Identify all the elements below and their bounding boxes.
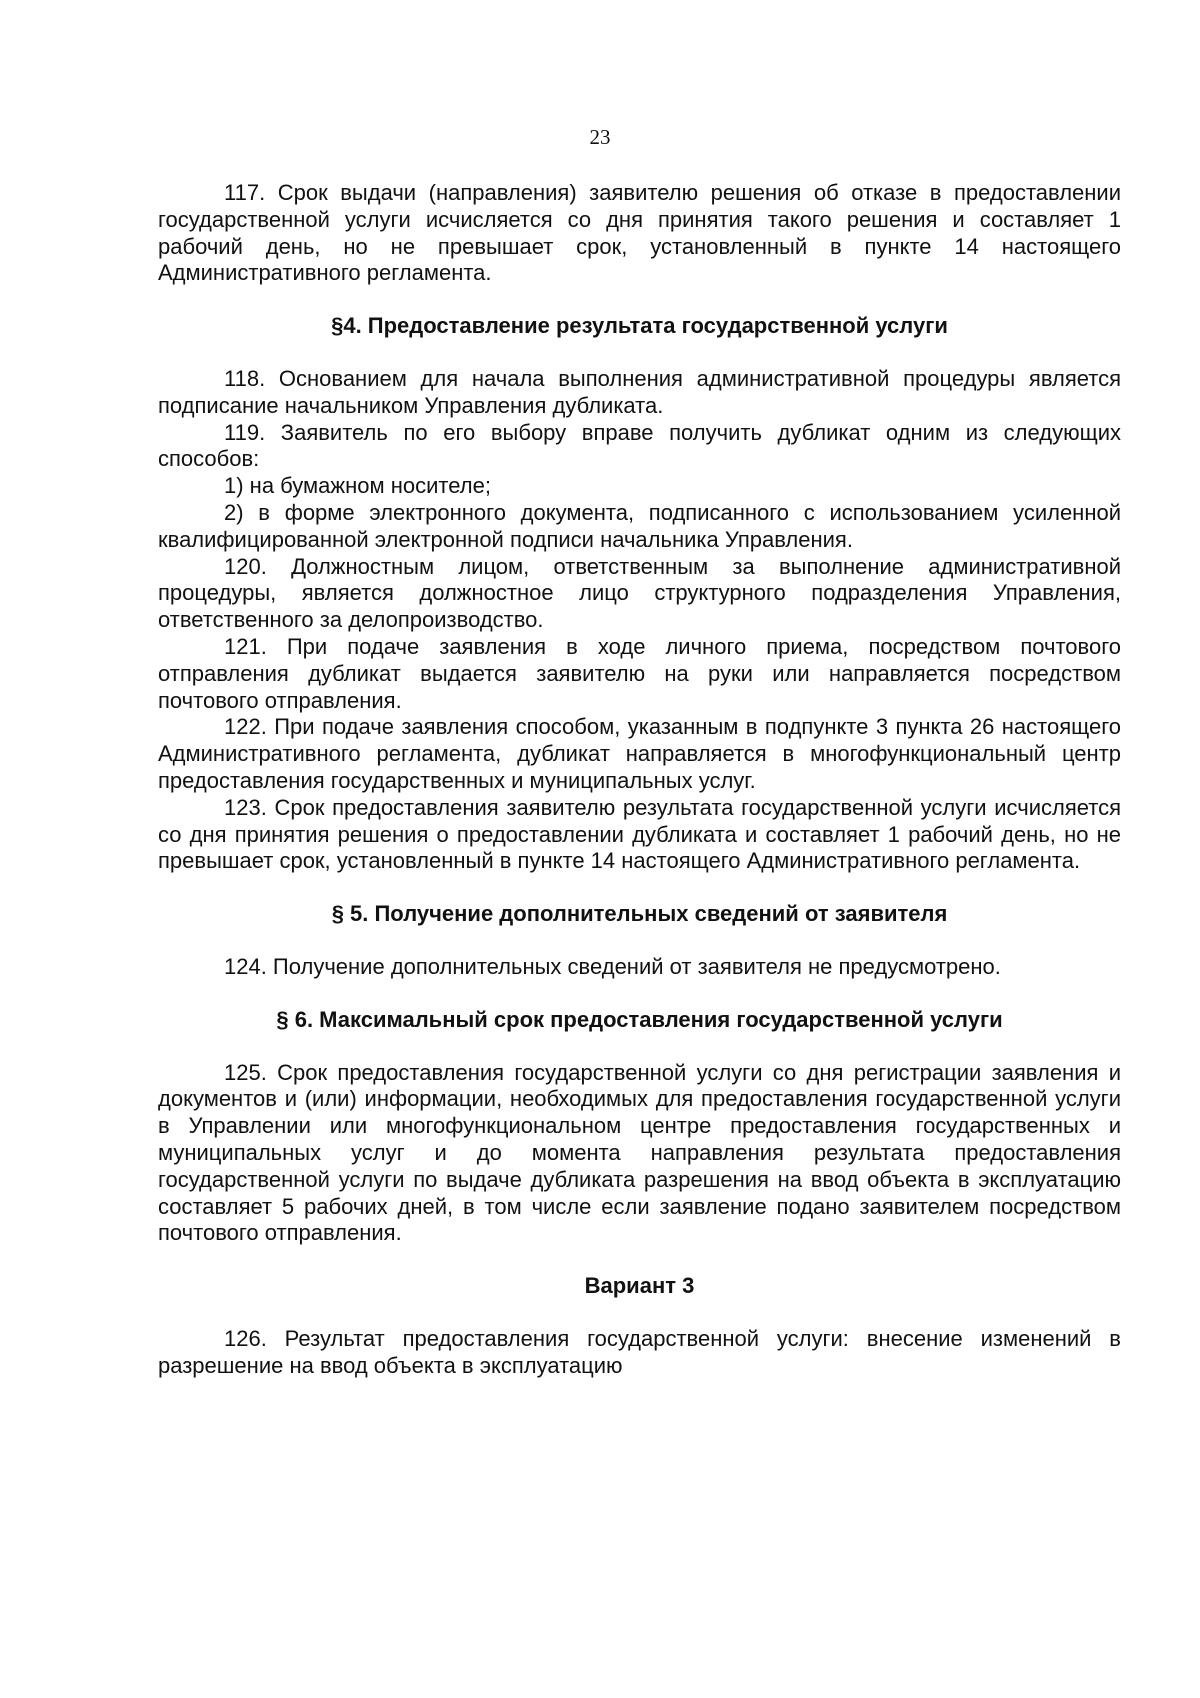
page-number: 23 — [589, 125, 611, 149]
paragraph-126: 126. Результат предоставления государственной услуги: внесение изменений в разрешение на ввод объекта в эксплуатацию — [158, 1325, 1121, 1378]
document-body — [158, 180, 1121, 1379]
section-heading-5: § 5. Получение дополнительных сведений от заявителя — [331, 901, 948, 927]
section-heading-4: §4. Предоставление результата государственной услуги — [331, 313, 948, 339]
list-item-1: 1) на бумажном носителе; — [224, 473, 491, 499]
paragraph-125: 125. Срок предоставления государственной услуги со дня регистрации заявления и документов и (или) информации, необходимых для предоставления государственной услуги в Управлении или многофункциональном центре предоставления государственных и муниципальных услуг и до момента направления результата предоставления государственной услуги по выдаче дубликата разрешения на ввод объекта в эксплуатацию составляет 5 рабочих дней, в том числе если заявление подано заявителем посредством почтового отправления. — [158, 1059, 1121, 1246]
variant-heading: Вариант 3 — [584, 1273, 695, 1299]
paragraph-119: 119. Заявитель по его выбору вправе получить дубликат одним из следующих способов: — [158, 419, 1121, 472]
paragraph-117: 117. Срок выдачи (направления) заявителю решения об отказе в предоставлении государственной услуги исчисляется со дня принятия такого решения и составляет 1 рабочий день, но не превышает срок, установленный в пункте 14 настоящего Административного регламента. — [158, 180, 1121, 286]
list-item-2: 2) в форме электронного документа, подписанного с использованием усиленной квалифицированной электронной подписи начальника Управления. — [158, 499, 1121, 552]
paragraph-124: 124. Получение дополнительных сведений от заявителя не предусмотрено. — [224, 953, 1001, 979]
paragraph-120: 120. Должностным лицом, ответственным за выполнение административной процедуры, является должностное лицо структурного подразделения Управления, ответственного за делопроизводство. — [158, 553, 1121, 633]
section-heading-6: § 6. Максимальный срок предоставления государственной услуги — [276, 1006, 1003, 1032]
paragraph-118: 118. Основанием для начала выполнения административной процедуры является подписание начальником Управления дубликата. — [158, 365, 1121, 418]
paragraph-123: 123. Срок предоставления заявителю результата государственной услуги исчисляется со дня принятия решения о предоставлении дубликата и составляет 1 рабочий день, но не превышает срок, установленный в пункте 14 настоящего Административного регламента. — [158, 794, 1121, 874]
paragraph-122: 122. При подаче заявления способом, указанным в подпункте 3 пункта 26 настоящего Административного регламента, дубликат направляется в многофункциональный центр предоставления государственных и муниципальных услуг. — [158, 714, 1121, 793]
paragraph-121: 121. При подаче заявления в ходе личного приема, посредством почтового отправления дубликат выдается заявителю на руки или направляется посредством почтового отправления. — [158, 633, 1121, 713]
